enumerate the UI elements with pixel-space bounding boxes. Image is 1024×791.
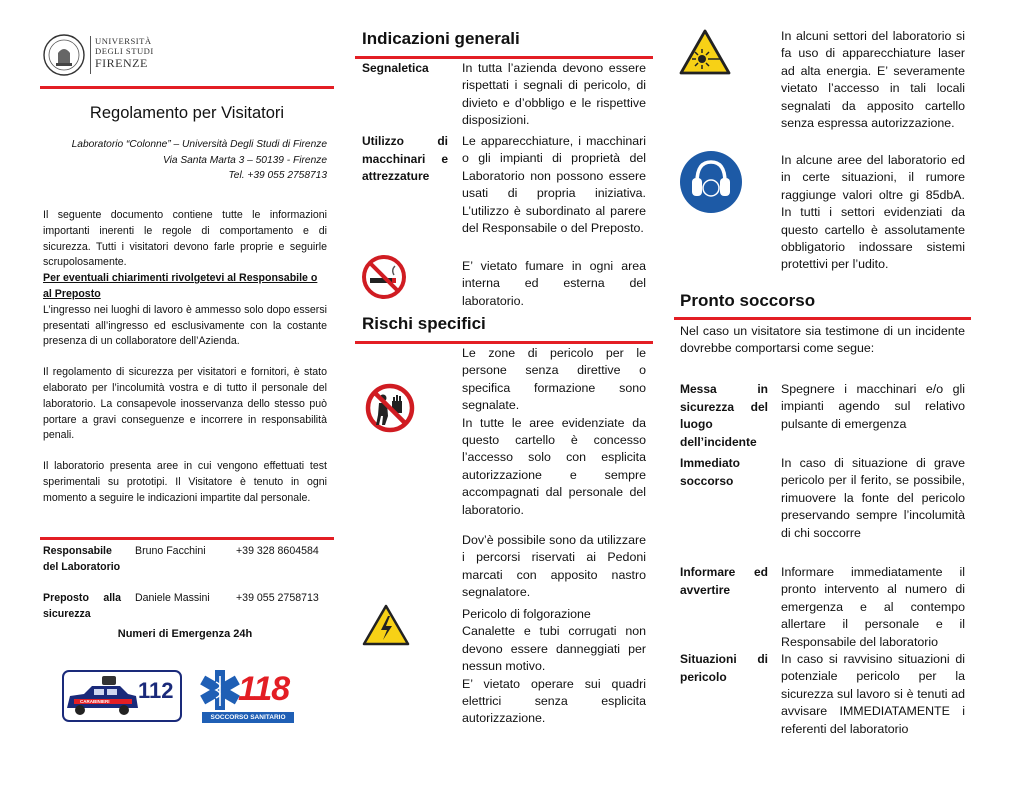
contact-row [43, 590, 333, 622]
paths-text: Dov’è possibile sono da utilizzare i percorsi riservati ai Pedoni marcati con apposito nastro segnalatore. [462, 533, 646, 600]
row-label: Informare ed avvertire [680, 565, 768, 597]
contact-name: Daniele Massini [135, 592, 210, 604]
carabinieri-label: CARABINIERI [80, 699, 110, 704]
row-label: Immediato soccorso [680, 456, 741, 488]
paragraph: In tutte le aree evidenziate da questo cartello è concesso l’accesso solo con esplicita autorizzazione e sempre accompagnati dal personale del laboratorio. [462, 415, 646, 517]
address-line-3: Tel. +39 055 2758713 [228, 170, 327, 181]
intro-text [43, 208, 327, 507]
university-seal-icon [42, 33, 86, 77]
row-label: Segnaletica [362, 61, 429, 75]
no-entry-icon [365, 383, 415, 433]
contact-role: Responsabile del Laboratorio [43, 545, 121, 573]
electric-hazard-icon [362, 603, 410, 647]
logo-line-2: DEGLI STUDI [95, 46, 154, 56]
red-divider [355, 341, 653, 344]
address-line-2: Via Santa Marta 3 – 50139 - Firenze [162, 154, 327, 166]
row-text: In caso di situazione di grave pericolo per il ferito, se possibile, rimuovere la fonte del pericolo preservando sempre l’incolumità di chi soccorre [781, 456, 965, 540]
contact-note: Per eventuali chiarimenti rivolgetevi al Responsabile o al Preposto [43, 272, 318, 300]
red-divider [40, 537, 334, 540]
soccorso-sanitario-label: SOCCORSO SANITARIO [202, 712, 294, 723]
paragraph: Le zone di pericolo per le persone senza direttive o specifica formazione sono segnalate. [462, 346, 646, 413]
contact-name: Bruno Facchini [135, 545, 206, 557]
number-118: 118 [238, 670, 290, 708]
star-of-life-icon [198, 668, 242, 712]
contact-phone: +39 328 8604584 [236, 545, 319, 557]
laser-hazard-icon [678, 28, 732, 76]
heading-pronto-soccorso: Pronto soccorso [680, 291, 816, 310]
emergency-title: Numeri di Emergenza 24h [117, 628, 253, 640]
red-divider [355, 56, 653, 59]
red-divider [40, 86, 334, 89]
row-text: Spegnere i macchinari e/o gli impianti agendo sul relativo pulsante di emergenza [781, 382, 965, 431]
paragraph: E’ vietato operare sui quadri elettrici senza esplicita autorizzazione. [462, 676, 646, 726]
no-smoking-text: E’ vietato fumare in ogni area interna ed esterna del laboratorio. [462, 259, 646, 308]
logo-line-1: UNIVERSITÀ [95, 36, 152, 46]
logo-line-3: FIRENZE [95, 56, 148, 70]
electric-text [462, 606, 646, 728]
no-smoking-icon [361, 254, 407, 300]
noise-text: In alcune aree del laboratorio ed in certe situazioni, il rumore raggiunge valori oltre gi 85dbA. In tutti i settori evidenziati da questo cartello è assolutamente obbligatorio indossare sistemi protettivi per l’udito. [781, 153, 965, 272]
row-text: In caso si ravvisino situazioni di potenziale pericolo per la sicurezza sul lavoro si è tenuti ad avvisare IMMEDIATAMENTE i referenti del laboratorio [781, 652, 965, 736]
paragraph: L’ingresso nei luoghi di lavoro è ammesso solo dopo essersi presentati all’ingresso ed esclusivamente con la costante presenza di un collaboratore dell’Azienda. [43, 303, 327, 348]
ear-protection-icon [679, 150, 743, 214]
address-line-1: Laboratorio “Colonne” – Università Degli Studi di Firenze [71, 139, 327, 150]
first-aid-intro: Nel caso un visitatore sia testimone di un incidente dovrebbe comportarsi come segue: [680, 324, 965, 356]
laser-text: In alcuni settori del laboratorio si fa uso di apparecchiature laser ad alta energia. E’ severamente vietato l’accesso in tali locali segnalati da apposito cartello senza espressa autorizzazione. [781, 29, 965, 131]
page-title: Regolamento per Visitatori [89, 104, 285, 122]
paragraph: Pericolo di folgorazione [462, 607, 591, 621]
row-text: Informare immediatamente il pronto intervento al numero di emergenza e al contempo allertare il personale e il Responsabile del laboratorio [781, 565, 965, 649]
zones-text [462, 345, 646, 519]
heading-indicazioni: Indicazioni generali [362, 29, 520, 48]
row-text: In tutta l’azienda devono essere rispettati i segnali di pericolo, di divieto e d’obbligo e le rispettive disposizioni. [462, 61, 646, 128]
paragraph: Il seguente documento contiene tutte le informazioni importanti inerenti le regole di comportamento e di sicurezza. Tutti i visitatori devono farle proprie e seguirle scrupolosamente. [43, 209, 327, 269]
row-label: Messa in sicurezza del luogo dell’incidente [680, 382, 768, 449]
row-label: Situazioni di pericolo [680, 652, 768, 684]
paragraph: Il laboratorio presenta aree in cui vengono effettuati test sperimentali su prototipi. Il Visitatore è tenuto in ogni momento a seguire le indicazioni impartite dal personale. [43, 460, 327, 504]
emergency-118-logo [198, 668, 318, 726]
heading-rischi: Rischi specifici [362, 314, 486, 333]
university-logo [42, 33, 162, 79]
red-divider [674, 317, 971, 320]
contact-row [43, 543, 333, 590]
contact-phone: +39 055 2758713 [236, 592, 319, 604]
contacts-table [43, 543, 333, 622]
row-label: Utilizzo di macchinari e attrezzature [362, 134, 448, 183]
paragraph: Canalette e tubi corrugati non devono essere danneggiati per nessun motivo. [462, 624, 646, 674]
paragraph: Il regolamento di sicurezza per visitatori e fornitori, è stato elaborato per l’incolumità vostra e di tutto il personale del laboratorio. La consapevole inosservanza dello stesso può portare a gravi conseguenze e incorrere in responsabilità penali. [43, 366, 327, 442]
lab-address [40, 137, 327, 184]
row-text: Le apparecchiature, i macchinari o gli impianti di proprietà del Laboratorio non possono essere usati di propria iniziativa. L’utilizzo è subordinato al parere del Responsabile o del Preposto. [462, 134, 646, 236]
number-112: 112 [138, 678, 174, 703]
emergency-112-logo [62, 670, 182, 722]
contact-role: Preposto alla sicurezza [43, 592, 121, 620]
